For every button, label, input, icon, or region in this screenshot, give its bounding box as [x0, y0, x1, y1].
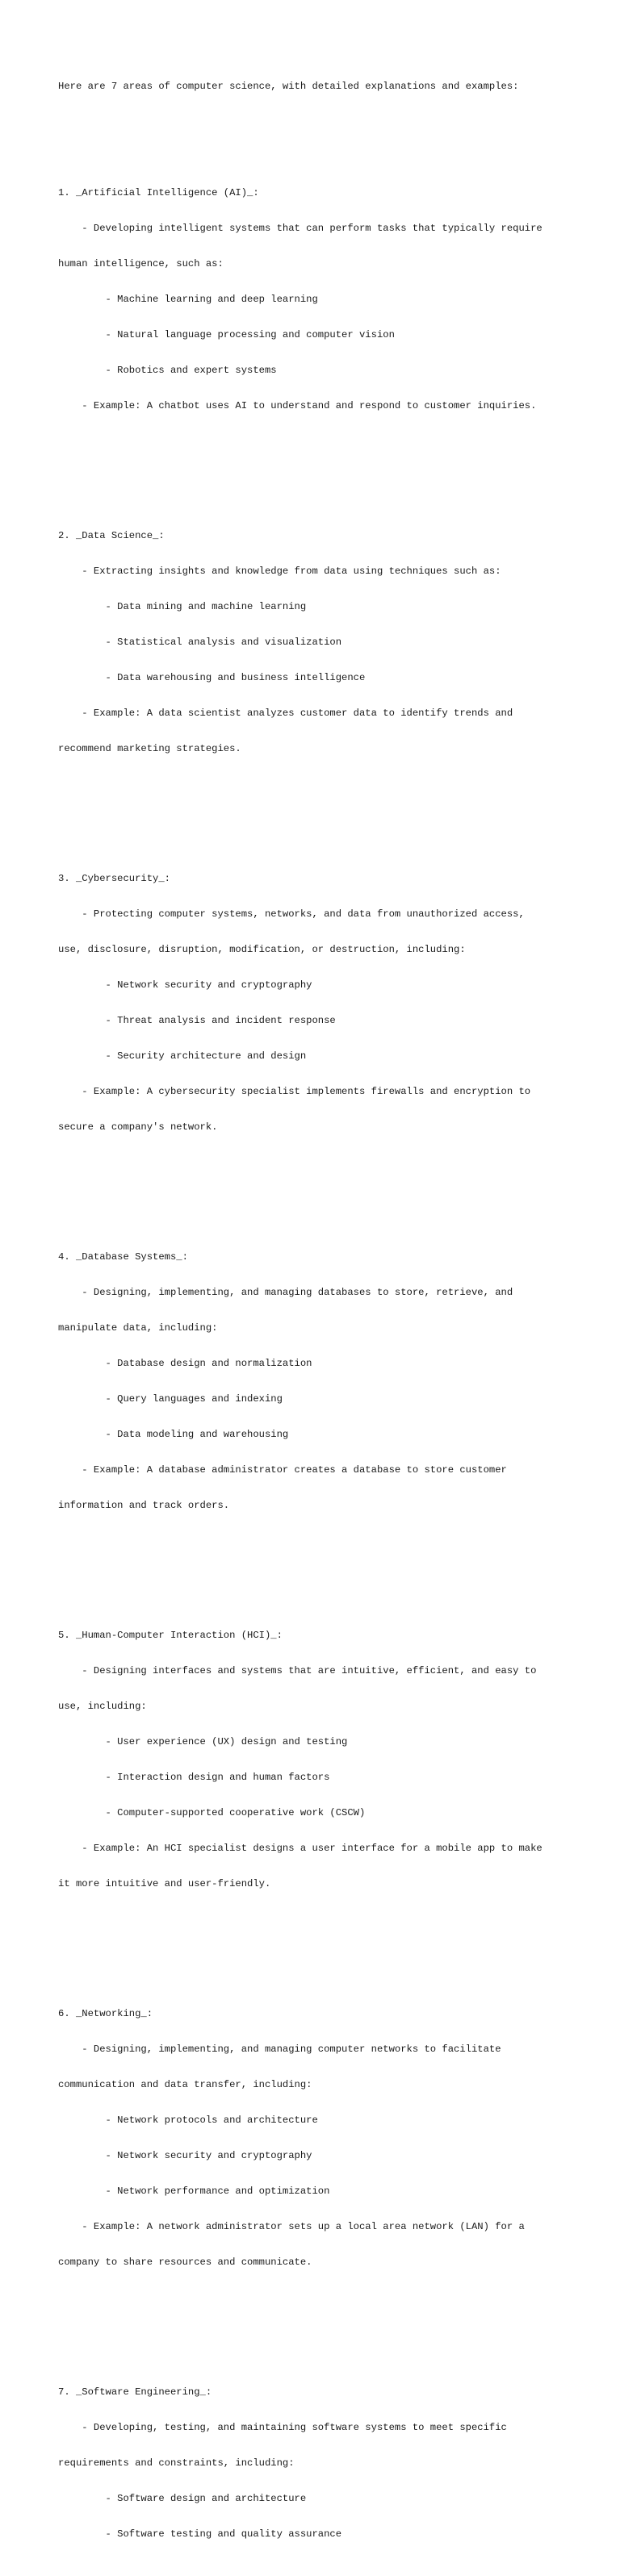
- section-line: use, disclosure, disruption, modification, or destruction, including:: [58, 944, 466, 956]
- section-line: - Data warehousing and business intelligence: [58, 672, 366, 684]
- section-line: - Robotics and expert systems: [58, 365, 277, 377]
- section-line: - Example: A cybersecurity specialist implements firewalls and encryption to: [58, 1086, 531, 1098]
- section-heading: 2. _Data Science_:: [58, 530, 165, 542]
- section-line: - Example: A database administrator creates a database to store customer: [58, 1464, 507, 1476]
- section-line: secure a company's network.: [58, 1121, 218, 1134]
- section-software-engineering: [58, 2363, 575, 2564]
- section-heading: 3. _Cybersecurity_:: [58, 873, 170, 885]
- section-ai: [58, 164, 575, 436]
- section-line: - Natural language processing and computer vision: [58, 329, 395, 341]
- section-line: - Software testing and quality assurance: [58, 2528, 342, 2541]
- section-line: information and track orders.: [58, 1500, 230, 1511]
- section-heading: 6. _Networking_:: [58, 2008, 153, 2020]
- section-heading: 7. _Software Engineering_:: [58, 2386, 212, 2399]
- section-hci: [58, 1606, 575, 1914]
- section-line: communication and data transfer, including:: [58, 2079, 312, 2091]
- section-line: - Network security and cryptography: [58, 2150, 312, 2162]
- section-line: use, including:: [58, 1701, 147, 1713]
- intro-text: Here are 7 areas of computer science, with detailed explanations and examples:: [58, 81, 519, 93]
- section-line: - Network performance and optimization: [58, 2186, 330, 2198]
- section-line: requirements and constraints, including:: [58, 2457, 295, 2470]
- section-line: - Developing, testing, and maintaining software systems to meet specific: [58, 2422, 507, 2434]
- section-heading: 5. _Human-Computer Interaction (HCI)_:: [58, 1630, 283, 1642]
- section-line: - Statistical analysis and visualization: [58, 637, 342, 649]
- section-heading: 1. _Artificial Intelligence (AI)_:: [58, 187, 259, 199]
- section-line: - Data modeling and warehousing: [58, 1429, 289, 1441]
- spacer: [58, 802, 575, 814]
- spacer: [58, 1559, 575, 1571]
- section-line: - Extracting insights and knowledge from data using techniques such as:: [58, 566, 501, 578]
- section-database-systems: [58, 1228, 575, 1535]
- section-line: - Database design and normalization: [58, 1358, 312, 1370]
- section-line: - Example: A data scientist analyzes customer data to identify trends and: [58, 708, 513, 720]
- section-line: recommend marketing strategies.: [58, 743, 241, 755]
- spacer: [58, 1180, 575, 1192]
- section-line: human intelligence, such as:: [58, 258, 224, 270]
- section-line: - Computer-supported cooperative work (CSCW): [58, 1807, 366, 1819]
- section-cybersecurity: [58, 850, 575, 1157]
- section-line: - Protecting computer systems, networks, and data from unauthorized access,: [58, 908, 525, 921]
- section-line: manipulate data, including:: [58, 1322, 218, 1334]
- section-line: - Designing, implementing, and managing databases to store, retrieve, and: [58, 1287, 513, 1299]
- section-line: - Software design and architecture: [58, 2493, 307, 2505]
- section-line: - Network protocols and architecture: [58, 2115, 318, 2127]
- section-line: - Machine learning and deep learning: [58, 294, 318, 306]
- section-line: - Example: A chatbot uses AI to understand and respond to customer inquiries.: [58, 400, 537, 412]
- section-line: - Designing, implementing, and managing computer networks to facilitate: [58, 2044, 501, 2056]
- section-data-science: [58, 507, 575, 779]
- spacer: [58, 2315, 575, 2328]
- document-body: [58, 57, 575, 2576]
- section-line: it more intuitive and user-friendly.: [58, 1877, 271, 1889]
- section-networking: [58, 1985, 575, 2292]
- section-line: - Query languages and indexing: [58, 1393, 283, 1405]
- section-line: - Example: A network administrator sets up a local area network (LAN) for a: [58, 2221, 525, 2232]
- section-line: - Data mining and machine learning: [58, 601, 307, 613]
- spacer: [58, 459, 575, 471]
- section-line: - Security architecture and design: [58, 1050, 307, 1063]
- spacer: [58, 1937, 575, 1949]
- section-line: - Example: An HCI specialist designs a user interface for a mobile app to make: [58, 1843, 542, 1855]
- section-line: company to share resources and communicate.: [58, 2256, 312, 2268]
- section-line: - User experience (UX) design and testing: [58, 1736, 348, 1748]
- section-line: - Threat analysis and incident response: [58, 1015, 336, 1027]
- section-heading: 4. _Database Systems_:: [58, 1251, 188, 1263]
- section-line: - Network security and cryptography: [58, 979, 312, 992]
- section-line: - Developing intelligent systems that can perform tasks that typically require: [58, 223, 542, 235]
- section-line: - Designing interfaces and systems that are intuitive, efficient, and easy to: [58, 1665, 537, 1677]
- section-line: - Interaction design and human factors: [58, 1772, 330, 1784]
- spacer: [58, 116, 575, 128]
